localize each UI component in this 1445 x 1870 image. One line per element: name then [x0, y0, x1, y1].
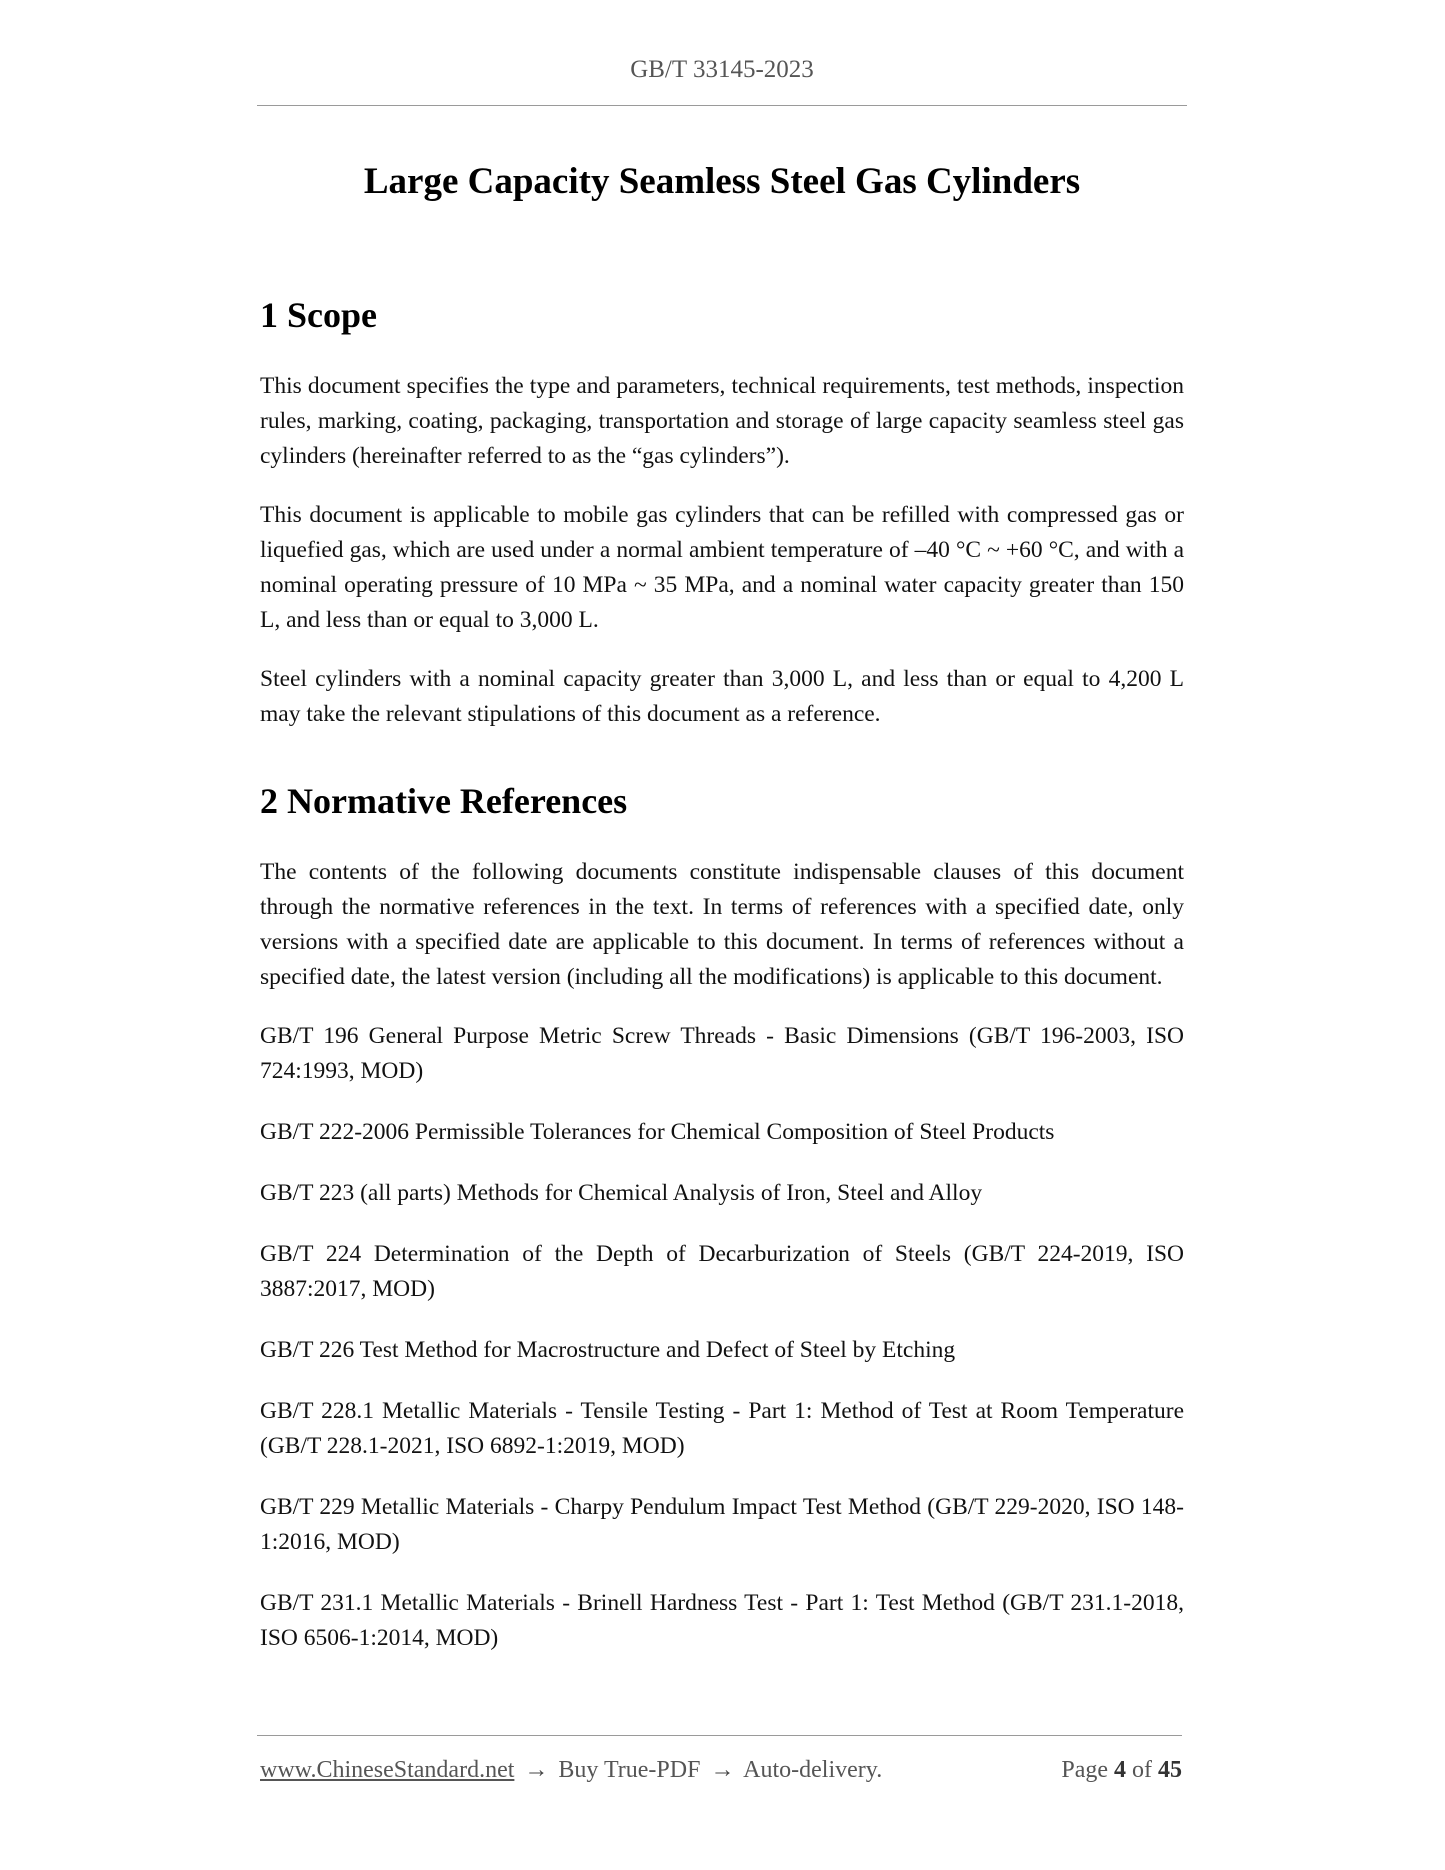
buy-pdf-text: Buy True-PDF	[558, 1757, 701, 1783]
reference-item: GB/T 222-2006 Permissible Tolerances for Chemical Composition of Steel Products	[260, 1119, 1055, 1145]
scope-paragraph: This document is applicable to mobile gas cylinders that can be refilled with compressed gas or liquefied gas, which are used under a normal ambient temperature of –40 °C ~ +60 °C, and with a nominal operating pressure of 10 MPa ~ 35 MPa, and a nominal water capacity greater than 150 L, and less than or equal to 3,000 L.	[260, 502, 1184, 633]
right-arrow-icon: →	[710, 1757, 735, 1783]
reference-item: GB/T 224 Determination of the Depth of Decarburization of Steels (GB/T 224-2019, ISO 3887:2017, MOD)	[260, 1241, 1184, 1302]
current-page-number: 4	[1114, 1757, 1126, 1783]
page-indicator	[1061, 1757, 1182, 1784]
document-body	[260, 290, 1184, 1682]
right-arrow-icon: →	[524, 1757, 549, 1783]
page-label: Page	[1061, 1757, 1108, 1783]
scope-paragraph: This document specifies the type and parameters, technical requirements, test methods, inspection rules, marking, coating, packaging, transportation and storage of large capacity seamless steel gas cylinders (hereinafter referred to as the “gas cylinders”).	[260, 373, 1184, 469]
reference-item: GB/T 196 General Purpose Metric Screw Threads - Basic Dimensions (GB/T 196-2003, ISO 724:1993, MOD)	[260, 1023, 1184, 1084]
section-heading-scope: 1 Scope	[260, 295, 377, 335]
reference-item: GB/T 228.1 Metallic Materials - Tensile Testing - Part 1: Method of Test at Room Temperature (GB/T 228.1-2021, ISO 6892-1:2019, MOD)	[260, 1398, 1184, 1459]
reference-item: GB/T 226 Test Method for Macrostructure and Defect of Steel by Etching	[260, 1337, 956, 1363]
document-title: Large Capacity Seamless Steel Gas Cylinders	[363, 161, 1081, 202]
page-header-standard-code: GB/T 33145-2023	[630, 56, 814, 83]
auto-delivery-text: Auto-delivery.	[743, 1757, 883, 1783]
scope-paragraph: Steel cylinders with a nominal capacity greater than 3,000 L, and less than or equal to 4,200 L may take the relevant stipulations of this document as a reference.	[260, 666, 1184, 727]
reference-item: GB/T 229 Metallic Materials - Charpy Pendulum Impact Test Method (GB/T 229-2020, ISO 148-1:2016, MOD)	[260, 1494, 1184, 1555]
reference-item: GB/T 231.1 Metallic Materials - Brinell Hardness Test - Part 1: Test Method (GB/T 231.1-2018, ISO 6506-1:2014, MOD)	[260, 1590, 1184, 1651]
footer-promo	[260, 1757, 882, 1784]
page-of-label: of	[1132, 1757, 1152, 1783]
header-divider	[257, 105, 1187, 106]
total-pages-number: 45	[1158, 1757, 1182, 1783]
reference-item: GB/T 223 (all parts) Methods for Chemical Analysis of Iron, Steel and Alloy	[260, 1180, 983, 1206]
site-link[interactable]: www.ChineseStandard.net	[260, 1757, 515, 1783]
footer-divider	[257, 1735, 1182, 1736]
references-intro-paragraph: The contents of the following documents constitute indispensable clauses of this document through the normative references in the text. In terms of references with a specified date, only versions with a specified date are applicable to this document. In terms of references without a specified date, the latest version (including all the modifications) is applicable to this document.	[260, 859, 1184, 990]
section-heading-normative-references: 2 Normative References	[260, 781, 628, 821]
